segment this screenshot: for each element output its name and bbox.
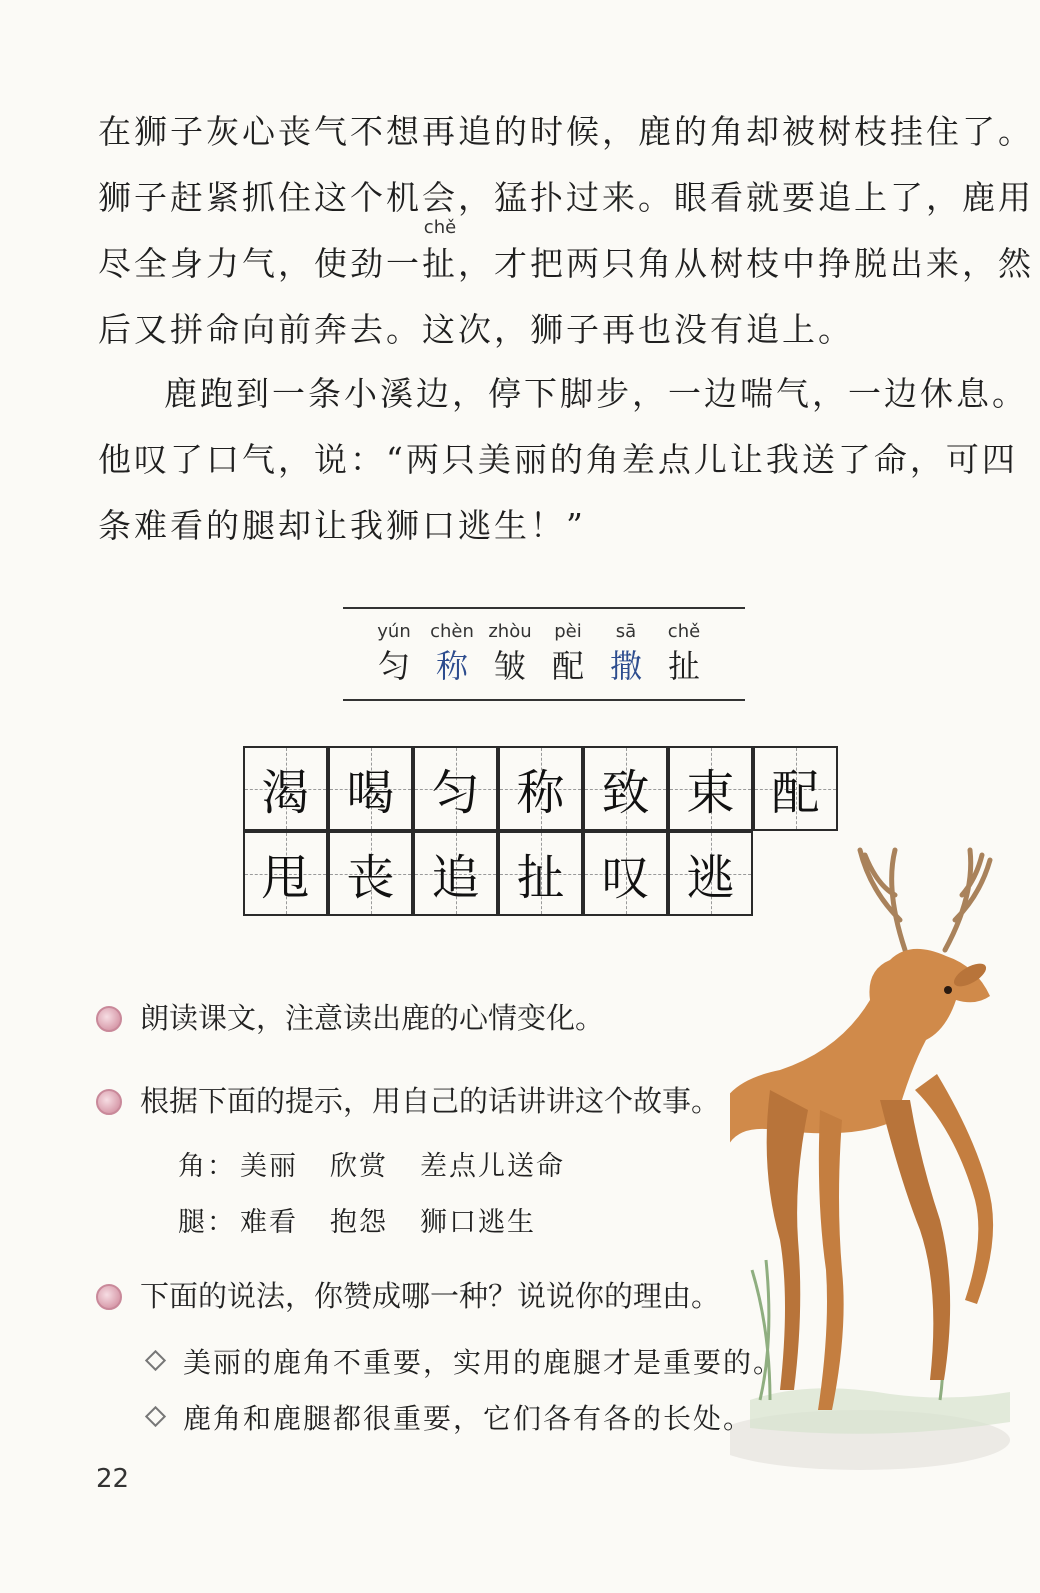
hint-word: 抱怨	[330, 1207, 388, 1238]
diamond-bullet-icon	[145, 1406, 166, 1427]
page-number: 22	[96, 1464, 130, 1494]
hint-word: 美丽	[240, 1151, 298, 1182]
option-1	[148, 1345, 783, 1381]
vocab-char: 匀	[377, 647, 410, 685]
vocab-item	[480, 620, 540, 686]
grid-cell	[328, 831, 413, 916]
vocab-char: 配	[551, 647, 584, 685]
grid-char: 叹	[601, 850, 650, 906]
paragraph-line: 狮子赶紧抓住这个机会，猛扑过来。眼看就要追上了，鹿用	[98, 178, 1034, 217]
hint-word: 难看	[240, 1207, 298, 1238]
grid-cell	[583, 746, 668, 831]
paragraph-text: ，才把两只角从树枝中挣脱出来，然	[458, 244, 1034, 283]
paragraph-line: 条难看的腿却让我狮口逃生！”	[98, 506, 586, 545]
vocab-item	[654, 620, 714, 686]
grid-char: 甩	[261, 850, 310, 906]
exercise-3	[96, 1278, 720, 1314]
grid-cell	[328, 746, 413, 831]
vocab-char: 称	[435, 647, 468, 685]
grid-cell	[243, 831, 328, 916]
grid-cell	[413, 831, 498, 916]
exercise-text: 朗读课文，注意读出鹿的心情变化。	[140, 1001, 605, 1035]
hint-row-tui	[178, 1206, 536, 1240]
vocab-pinyin: sā	[615, 621, 637, 642]
grid-cell	[583, 831, 668, 916]
hint-word: 欣赏	[330, 1151, 388, 1182]
grid-cell	[668, 746, 753, 831]
vocab-item	[538, 620, 598, 686]
vocab-bottom-rule	[343, 699, 745, 701]
grid-char: 称	[516, 765, 565, 821]
diamond-bullet-icon	[145, 1350, 166, 1371]
hint-label: 腿：	[178, 1207, 236, 1238]
vocab-item	[596, 620, 656, 686]
exercise-text: 根据下面的提示，用自己的话讲讲这个故事。	[140, 1084, 721, 1118]
grid-char: 逃	[686, 850, 735, 906]
grid-char: 丧	[346, 850, 395, 906]
hint-word: 差点儿送命	[420, 1151, 565, 1182]
pinyin-annotation: chě	[423, 217, 457, 238]
exercise-2	[96, 1083, 720, 1119]
vocab-char: 皱	[493, 647, 526, 685]
paragraph-text: 尽全身力气，使劲一	[98, 244, 422, 283]
vocab-pinyin: zhòu	[488, 621, 532, 642]
deer-illustration	[730, 840, 1030, 1500]
option-text: 美丽的鹿角不重要，实用的鹿腿才是重要的。	[183, 1346, 784, 1379]
option-text: 鹿角和鹿腿都很重要，它们各有各的长处。	[183, 1402, 754, 1435]
grid-cell	[413, 746, 498, 831]
exercise-1	[96, 1000, 604, 1036]
exercise-text: 下面的说法，你赞成哪一种？说说你的理由。	[140, 1279, 721, 1313]
exercise-bullet-icon	[96, 1006, 122, 1032]
vocab-pinyin: chèn	[430, 621, 474, 642]
grid-cell	[243, 746, 328, 831]
annotated-char: 扯	[422, 244, 458, 283]
grid-char: 匀	[431, 765, 480, 821]
exercise-bullet-icon	[96, 1284, 122, 1310]
hint-word: 狮口逃生	[420, 1207, 536, 1238]
vocab-pinyin: yún	[377, 621, 411, 642]
paragraph-line	[98, 217, 1034, 284]
grid-cell	[498, 831, 583, 916]
vocab-item	[422, 620, 482, 686]
hint-label: 角：	[178, 1151, 236, 1182]
vocab-char: 扯	[667, 647, 700, 685]
annotated-character	[422, 217, 458, 284]
option-2	[148, 1401, 753, 1437]
vocab-pinyin: chě	[667, 621, 701, 642]
grid-char: 扯	[516, 850, 565, 906]
paragraph-line: 他叹了口气，说：“两只美丽的角差点儿让我送了命，可四	[98, 440, 1018, 479]
grid-char: 束	[686, 765, 735, 821]
hint-row-jiao	[178, 1150, 565, 1184]
paragraph-line: 鹿跑到一条小溪边，停下脚步，一边喘气，一边休息。	[164, 374, 1028, 413]
grid-char: 致	[601, 765, 650, 821]
grid-char: 渴	[261, 765, 310, 821]
grid-cell	[498, 746, 583, 831]
vocab-pinyin: pèi	[554, 621, 582, 642]
grid-char: 配	[771, 765, 820, 821]
grid-char: 喝	[346, 765, 395, 821]
vocab-top-rule	[343, 607, 745, 609]
vocab-char: 撒	[609, 647, 642, 685]
vocab-item	[364, 620, 424, 686]
paragraph-line: 在狮子灰心丧气不想再追的时候，鹿的角却被树枝挂住了。	[98, 112, 1034, 151]
grid-cell	[753, 746, 838, 831]
paragraph-line: 后又拼命向前奔去。这次，狮子再也没有追上。	[98, 310, 854, 349]
exercise-bullet-icon	[96, 1089, 122, 1115]
grid-char: 追	[431, 850, 480, 906]
